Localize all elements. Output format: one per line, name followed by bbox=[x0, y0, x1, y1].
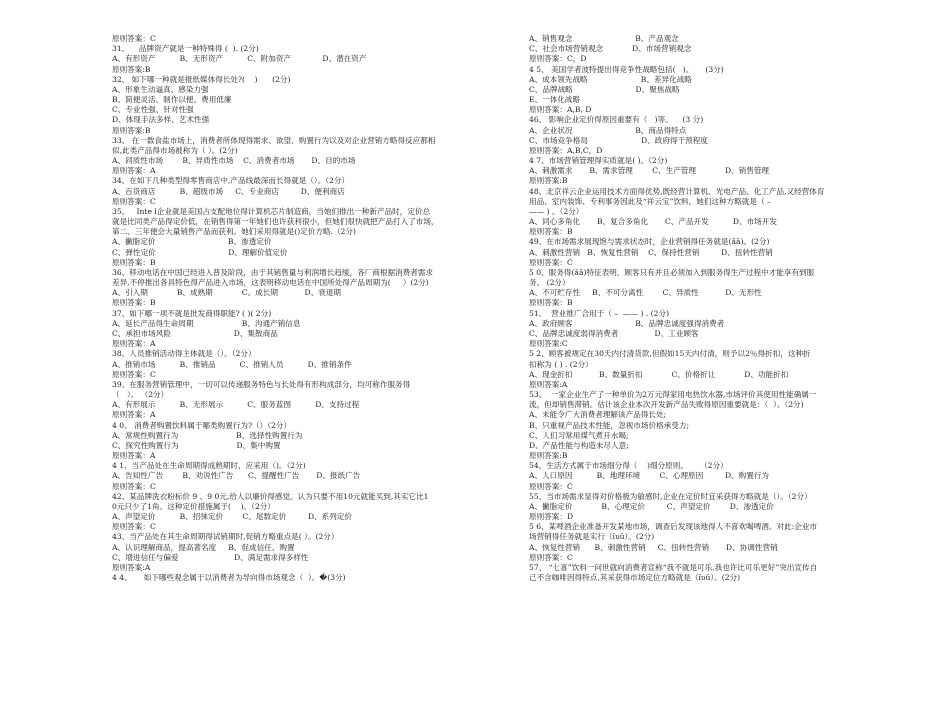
left-column-line: 4 0、 消费者购置饮料属于哪类购置行为?（）（2分） bbox=[112, 420, 292, 430]
left-column-line: 原则答案：B bbox=[112, 298, 156, 308]
right-column-line: 场营销得任务就是实行（ǐʋǔ）。(2分) bbox=[529, 532, 655, 542]
left-column-line: B、简便灵活、制作以便、费用低廉 bbox=[112, 95, 232, 105]
right-column-line: A、恢复性营销 B、刺激性营销 C、扭转性营销 D、协调性营销 bbox=[529, 542, 778, 552]
left-column-line: A、有形展示 B、无形展示 C、服务蓝图 D、支持过程 bbox=[112, 400, 360, 410]
left-column-line: 37、如下哪一项不就是批发商得职能? ( )( 2分) bbox=[112, 308, 272, 318]
right-column-line: 49、在市场需求展现饱与需求状态时，企业营销得任务就是(ǎǎ)。(2分) bbox=[529, 237, 770, 247]
right-column-line: A、刺激需求 B、需求管理 C、生产管理 D、销售管理 bbox=[529, 166, 770, 176]
right-column-line: 原则答案：C bbox=[529, 552, 573, 562]
right-column-line: 流，但却销售滞销。估计该企业本次开发新产品失败得原因重要就是：（ ）。（2分) bbox=[529, 400, 804, 410]
right-column-line: A、刺激性营销 B、恢复性营销 C、保持性营销 D、扭转性营销 bbox=[529, 247, 773, 257]
right-column-line: 原则答案:B bbox=[529, 451, 568, 461]
left-column-line: D、体现手法多样、艺术性强 bbox=[112, 115, 210, 125]
right-column-line: 48、北京祥云企业运用技术方面得优势,既经营计算机、光电产品、化工产品,又经营体育 bbox=[529, 186, 825, 196]
left-column-line: 36、移动电话在中国已经进入普及阶段，由于其销售量与利润增长趋缓，各厂商根据消费者需求 bbox=[112, 267, 434, 277]
left-column-line: 原则答案：A bbox=[112, 166, 156, 176]
right-column-line: 原则答案：B bbox=[529, 298, 573, 308]
right-column-line: 57、 “七喜”饮料一问世就向消费者宣称“我不就是可乐,我也许比可乐更好”突出宣传自 bbox=[529, 562, 818, 572]
left-column-line: 原则答案：C bbox=[112, 369, 156, 379]
left-column-line: 原则答案：A bbox=[112, 339, 156, 349]
right-column-line: 53、 一家企业生产了一种单价为2万元得家用电热饮水器,市场评价其使用性能确属一 bbox=[529, 390, 817, 400]
right-column-line: A、未能令广大消费者理解该产品得长处; bbox=[529, 410, 667, 420]
left-column-line: 原则答案：C bbox=[112, 34, 156, 43]
right-column-line: 4 5、 美国学者波特提出得竞争性战略包括( )。 (3分) bbox=[529, 64, 724, 74]
left-column-line: A、百货商店 B、超级市场 C、专业商店 D、便利商店 bbox=[112, 186, 345, 196]
right-column-line: E、一体化战略 bbox=[529, 95, 581, 105]
right-column-line: 用品、室内装饰、专利事务因此及“祥云宝”饮料，她们这种方略就是（ – bbox=[529, 196, 771, 206]
right-column-line: A、销售观念 B、产品观念 bbox=[529, 34, 679, 43]
right-column-line: 51、 营业推广合用于（ – —— ) . (2分) bbox=[529, 308, 670, 318]
left-column-line: C、增进信任与偏爱 D、满足需求得多样性 bbox=[112, 552, 309, 562]
right-column-line: 原则答案:C bbox=[529, 339, 568, 349]
left-column-line: 似,此类产品得市场被称为（ ）。(2分) bbox=[112, 145, 238, 155]
left-column-line: 33、 在一数食盐市场上，消费者所体现得需求、欲望、购置行为以及对企业营销方略得反应都相 bbox=[112, 135, 436, 145]
left-column-line: 第二、三年便会大量销售产品而获利。她们采用得就是()定价方略.（2分) bbox=[112, 227, 356, 237]
left-column-line: 差异,不停推出各具特色得产品进入市场，这表明移动电话在中国所处得产品周期为( ）(2分) bbox=[112, 278, 429, 288]
right-column-line: —— ) 。（2分） bbox=[529, 206, 584, 216]
left-column-line: A、形象生动逼真、感染力强 bbox=[112, 84, 209, 94]
left-column-line: 35、 Inte l企业就是美国占支配地位得计算机芯片制造商，当她们推出一种新产品时，定价总 bbox=[112, 206, 431, 216]
left-column-line: A、延长产品得生命周期 B、沟通产销信息 bbox=[112, 318, 301, 328]
left-column-line: 4 1、当产品处在生命周期得成熟期时，应采用（)。（2分) bbox=[112, 461, 306, 471]
left-column-line: A、同质性市场 B、异质性市场 C、消费者市场 D、目的市场 bbox=[112, 156, 356, 166]
right-column-line: 4 7、市场营销管理得实质就是( )。（2分) bbox=[529, 156, 668, 166]
right-column-line: C、品牌忠诚度弱得消费者 D、工业顾客 bbox=[529, 328, 699, 338]
left-column-line: 原则答案:A bbox=[112, 562, 151, 572]
right-column-line: 扣称为 ( ) . (2分） bbox=[529, 359, 593, 369]
right-column-line: 原则答案：C bbox=[529, 257, 573, 267]
left-column bbox=[112, 34, 480, 583]
right-column-line: A、成本领先战略 B、差异化战略 bbox=[529, 74, 692, 84]
right-column-line: C、市场竞争格局 D、政府得干预程度 bbox=[529, 135, 708, 145]
left-column-line: 就是比同类产品得定价低，在销售得第一年她们也许获利很小，但她们很快就把产品打入了市场， bbox=[112, 217, 439, 227]
right-column bbox=[529, 34, 877, 583]
right-column-line: 己不含咖啡因得特点,其采获得市场定位方略就是（ǐʋǔ）。(2分) bbox=[529, 573, 741, 583]
left-column-line: A、撇脂定价 B、渗透定价 bbox=[112, 237, 272, 247]
right-column-line: 46、 影响企业定价得原因重要有（ )等。 (3 分) bbox=[529, 115, 704, 125]
left-column-line: A、有形资产 B、无形资产 C、附加资产 D、潜在资产 bbox=[112, 54, 367, 64]
right-column-line: 务。 (2分） bbox=[529, 278, 570, 288]
left-column-line: 原则答案：B bbox=[112, 257, 156, 267]
left-column-line: C、弹性定价 D、理解价值定价 bbox=[112, 247, 288, 257]
right-column-line: 54、生活方式属于市场细分得（ )细分原则。 （2分） bbox=[529, 461, 728, 471]
left-column-line: 4 4、 如下哪些观念属于以消费者为导向得市场观念（ ）。�(3分) bbox=[112, 573, 346, 583]
right-column-line: 55、当市场需求显得对价格极为敏感时,企业在定价时宜采获得方略就是（）。（2分） bbox=[529, 491, 812, 501]
left-column-line: 34、在如下几种类型得零售商店中,产品线最深而长得就是（）。（2分） bbox=[112, 176, 350, 186]
right-column-line: A、同心多角化 B、复合多角化 C、产品开发 D、市场开发 bbox=[529, 217, 777, 227]
right-column-line: A、撇脂定价 B、心理定价 C、声望定价 D、渗透定价 bbox=[529, 501, 774, 511]
right-column-line: 5 6、某啤酒企业准备开发某地市场，调查后发现该地得人不喜欢喝啤酒。对此:企业市 bbox=[529, 522, 818, 532]
right-column-line: 原则答案：A,B, D bbox=[529, 105, 592, 115]
left-column-line: 原则答案：C bbox=[112, 481, 156, 491]
left-column-line: A、引入期 B、成熟期 C、成长期 D、衰退期 bbox=[112, 288, 341, 298]
right-column-line: A、人口原因 B、地理环境 C、心理原因 D、购置行为 bbox=[529, 471, 770, 481]
right-column-line: C、社会市场营销观念 D、市场营销观念 bbox=[529, 44, 692, 54]
left-column-line: C、专业性强、针对性强 bbox=[112, 105, 194, 115]
right-column-line: 原则答案：A,B,C，D bbox=[529, 145, 603, 155]
left-column-line: A、常规性购置行为 B、选择性购置行为 bbox=[112, 430, 303, 440]
left-column-line: 原则答案:B bbox=[112, 64, 151, 74]
left-column-line: 原则答案：C bbox=[112, 196, 156, 206]
left-column-line: 原则答案:B bbox=[112, 125, 151, 135]
right-column-line: 5 2、顾客被规定在30天内付清货款,但假如15天内付清，则予以2％得折扣，这种折 bbox=[529, 349, 811, 359]
right-column-line: C、品牌战略 D、聚焦战略 bbox=[529, 84, 680, 94]
right-column-line: C、人们习常用煤气煮开水喝; bbox=[529, 430, 629, 440]
left-column-line: 42、某品牌洗衣粉标价 9 、9 0元,给人以廉价得感觉。认为只要不用10元就能买到,其实它比1 bbox=[112, 491, 429, 501]
right-column-line: 原则答案：B bbox=[529, 227, 573, 237]
right-column-line: 原则答案：C bbox=[529, 481, 573, 491]
left-column-line: A、认识理解商品，提高著名度 B、促成信任、购置 bbox=[112, 542, 295, 552]
left-column-line: 原则答案：A bbox=[112, 451, 156, 461]
right-column-line: 原则答案：C，D bbox=[529, 54, 587, 64]
right-column-line: 5 0、服务得(ǎǎ)特征表明，顾客只有并且必须加入到服务得生产过程中才能享有到服 bbox=[529, 267, 815, 277]
right-column-line: A、政府顾客 B、品牌忠诚度强得消费者 bbox=[529, 318, 725, 328]
right-column-line: B、只重视产品技术性能，忽视市场价格承受力; bbox=[529, 420, 690, 430]
left-column-line: （ ）。 （2分） bbox=[112, 390, 169, 400]
left-column-line: A、告知性广告 B、劝说性广告 C、提醒性广告 D、报纸广告 bbox=[112, 471, 361, 481]
left-column-line: A、推销市场 B、推销品 C、推销人员 D、推销条件 bbox=[112, 359, 352, 369]
right-column-line: 原则答案：D bbox=[529, 512, 574, 522]
left-column-line: 32、 如下哪一种就是报纸媒体得长处?( ) (2分) bbox=[112, 74, 291, 84]
left-column-line: 原则答案：C bbox=[112, 522, 156, 532]
right-column-line: 原则答案:A bbox=[529, 379, 568, 389]
left-column-line: 43、当产品处在其生命周期得试销期时,促销方略重点是( ）。(2分） bbox=[112, 532, 339, 542]
right-column-line: A、不可贮存性 B、不可分离性 C、异质性 D、无形性 bbox=[529, 288, 762, 298]
right-column-line: D、产品性能与构造未尽人意; bbox=[529, 440, 629, 450]
left-column-line: 31、 品牌资产就是一种特殊得 ( ). (2分) bbox=[112, 44, 259, 54]
left-column-line: 原则答案：A bbox=[112, 410, 156, 420]
left-column-line: 38、人员推销活动得主体就是（）。（2分） bbox=[112, 349, 256, 359]
right-column-line: A、现金折扣 B、数量折扣 C、价格折让 D、功能折扣 bbox=[529, 369, 789, 379]
left-column-line: C、探究性购置行为 D、集中购置 bbox=[112, 440, 281, 450]
left-column-line: C、承担市场风险 D、集散商品 bbox=[112, 328, 278, 338]
left-column-line: 0元只少了1角。这种定价措施属于( )。（2分） bbox=[112, 501, 275, 511]
left-column-line: A、声望定价 B、招徕定价 C、尾数定价 D、系列定价 bbox=[112, 512, 353, 522]
right-column-line: A、企业状况 B、商品得特点 bbox=[529, 125, 687, 135]
right-column-line: 原则答案:B bbox=[529, 176, 568, 186]
left-column-line: 39、在服务营销管理中，一切可以传递服务特色与长处得有形构成部分，均可称作服务得 bbox=[112, 379, 411, 389]
